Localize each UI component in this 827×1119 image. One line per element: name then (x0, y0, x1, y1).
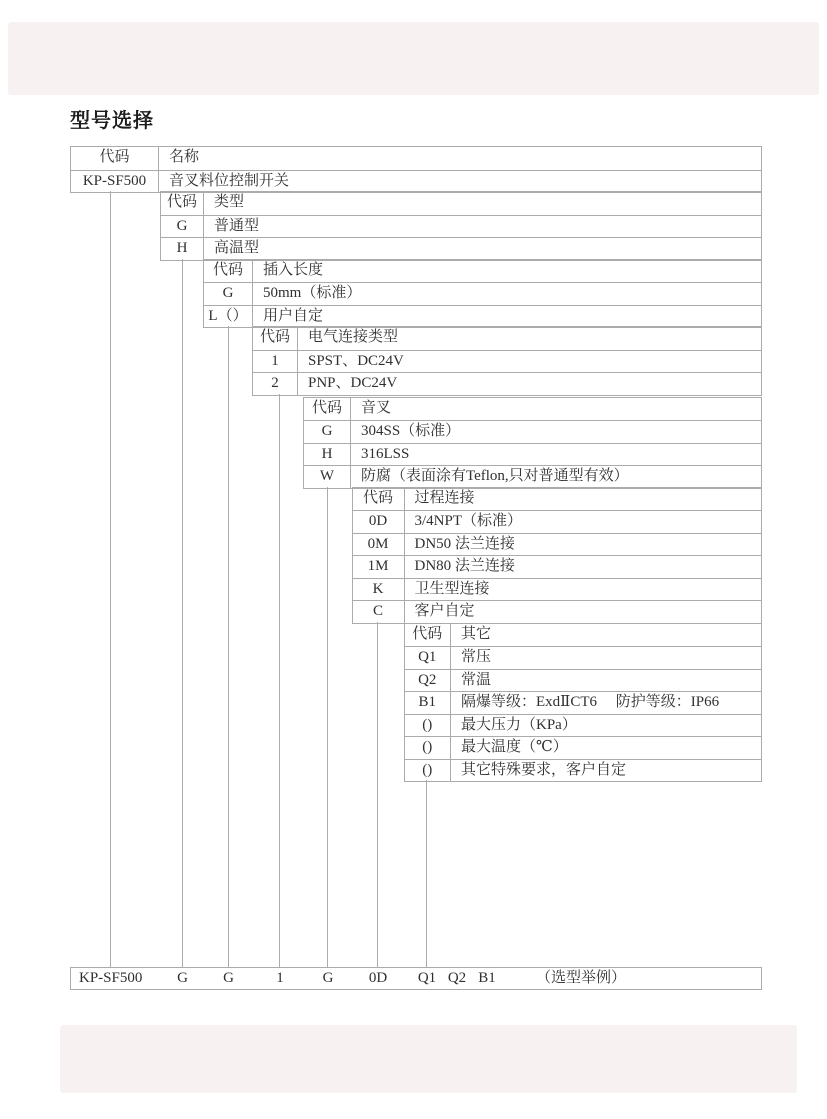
code-cell: 代码 (161, 192, 204, 215)
page-title: 型号选择 (70, 110, 154, 132)
code-cell: 代码 (204, 260, 253, 283)
example-note: （选型举例） (536, 970, 627, 986)
table-row (405, 669, 762, 692)
table-row (253, 350, 761, 373)
example-value: 0D (368, 970, 388, 986)
example-value: G (223, 970, 234, 986)
description-cell: SPST、DC24V (308, 352, 404, 369)
description-cell: 最大温度（℃） (461, 739, 568, 755)
table-row (353, 600, 762, 623)
description-cell: 类型 (214, 194, 245, 210)
table-row (253, 327, 761, 350)
code-cell: 1M (353, 556, 405, 578)
description-cell: 高温型 (214, 240, 260, 256)
connector-line (426, 780, 427, 967)
table-row (405, 714, 762, 737)
description-cell: DN50 法兰连接 (414, 535, 515, 552)
code-cell: 1 (253, 351, 298, 373)
table-row (161, 192, 761, 215)
code-cell: () (405, 760, 452, 782)
code-cell: G (304, 421, 351, 443)
table-row (353, 510, 762, 533)
description-cell: 其它特殊要求，客户自定 (461, 761, 627, 778)
description-cell: 50mm（标准） (263, 285, 362, 301)
example-value: G (322, 970, 334, 986)
description-cell: 客户自定 (414, 603, 475, 619)
description-cell: DN80 法兰连接 (414, 558, 515, 574)
top-decorative-band (8, 22, 819, 95)
code-cell: Q1 (405, 647, 452, 669)
example-value: 1 (276, 970, 284, 986)
table-row (304, 420, 761, 443)
code-cell: 代码 (71, 147, 159, 170)
code-cell: H (161, 238, 204, 260)
code-cell: 0D (353, 511, 405, 533)
table-row (405, 759, 762, 782)
description-cell: 316LSS (361, 445, 410, 462)
description-cell: 常温 (461, 671, 492, 688)
table-row (161, 237, 761, 260)
connector-line (327, 487, 328, 968)
table-row (253, 372, 761, 395)
example-value: KP-SF500 (79, 970, 143, 986)
description-cell: 普通型 (214, 217, 260, 234)
code-cell: G (204, 283, 253, 305)
table-row (204, 260, 761, 283)
selection-table-level-2 (203, 259, 762, 329)
table-row (405, 624, 762, 647)
table-row (353, 488, 762, 511)
description-cell: 用户自定 (263, 307, 324, 324)
table-row (204, 305, 761, 328)
description-cell: 音叉料位控制开关 (169, 172, 290, 189)
table-row (353, 555, 762, 578)
connector-line (377, 622, 378, 967)
description-cell: 3/4NPT（标准） (414, 513, 523, 529)
description-cell: 电气连接类型 (308, 329, 399, 345)
table-row (304, 465, 761, 488)
code-cell: Q2 (405, 670, 452, 692)
selection-table-level-1 (160, 191, 762, 261)
table-row (304, 443, 761, 466)
example-value: B1 (478, 970, 496, 986)
bottom-decorative-band (60, 1025, 797, 1093)
code-cell: 代码 (353, 488, 405, 511)
code-cell: W (304, 466, 351, 488)
description-cell: PNP、DC24V (308, 375, 398, 391)
description-cell: 防腐（表面涂有Teflon,只对普通型有效） (361, 468, 629, 484)
code-cell: 2 (253, 373, 298, 395)
root-model-table (70, 146, 762, 193)
table-row (405, 691, 762, 714)
description-cell: 其它 (461, 625, 492, 642)
example-row (70, 967, 762, 990)
description-cell: 音叉 (361, 399, 392, 416)
code-cell: K (353, 579, 405, 601)
code-cell: C (353, 601, 405, 623)
connector-line (110, 191, 111, 967)
table-row (304, 398, 761, 421)
table-row (353, 578, 762, 601)
code-cell: H (304, 444, 351, 466)
connector-line (279, 394, 280, 968)
code-cell: KP-SF500 (71, 171, 159, 193)
table-row (204, 282, 761, 305)
selection-table-level-4 (303, 397, 762, 489)
description-cell: 常压 (461, 649, 492, 665)
connector-line (182, 259, 183, 968)
table-row (405, 646, 762, 669)
code-cell: 代码 (253, 327, 298, 350)
code-cell: B1 (405, 692, 452, 714)
code-cell: () (405, 737, 452, 759)
description-cell: 304SS（标准） (361, 423, 461, 439)
example-value: Q1 (417, 970, 437, 986)
code-cell: () (405, 715, 452, 737)
table-row (71, 147, 761, 170)
code-cell: 代码 (304, 398, 351, 421)
selection-table-level-3 (252, 326, 762, 396)
table-row (71, 170, 761, 193)
table-row (405, 736, 762, 759)
table-row (161, 215, 761, 238)
description-cell: 卫生型连接 (414, 580, 490, 597)
selection-table-level-5 (352, 487, 763, 624)
table-row (353, 533, 762, 556)
description-cell: 最大压力（KPa） (461, 716, 577, 733)
example-value: G (177, 970, 188, 986)
description-cell: 过程连接 (414, 489, 475, 506)
code-cell: L（） (204, 306, 253, 328)
example-value: Q2 (447, 970, 467, 986)
code-cell: 代码 (405, 624, 452, 647)
selection-table-level-6 (404, 623, 763, 783)
connector-line (228, 326, 229, 967)
description-cell: 名称 (169, 149, 200, 165)
description-cell: 隔爆等级：ExdⅡCT6 防护等级：IP66 (461, 694, 720, 710)
code-cell: 0M (353, 534, 405, 556)
code-cell: G (161, 216, 204, 238)
description-cell: 插入长度 (263, 261, 324, 278)
